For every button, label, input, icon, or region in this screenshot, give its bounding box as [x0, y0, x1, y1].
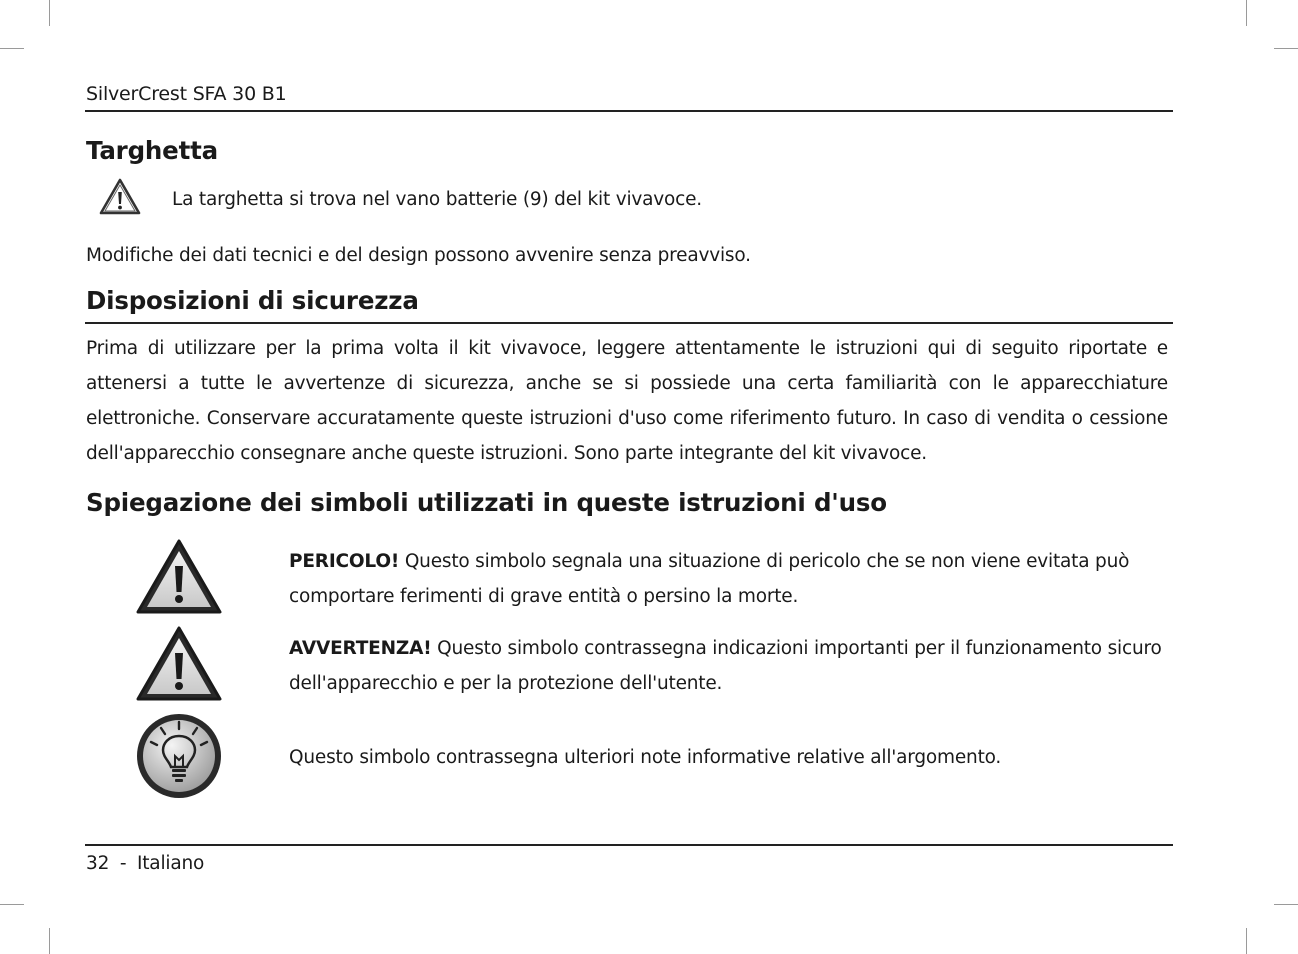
symbol-text-info: Questo simbolo contrassegna ulteriori note informative relative all'argomento.: [289, 747, 1002, 768]
section-title-sicurezza: Disposizioni di sicurezza: [86, 286, 419, 315]
symbol-label-pericolo: PERICOLO!: [289, 551, 400, 572]
footer: [86, 846, 204, 881]
warning-triangle-icon: [135, 625, 223, 703]
crop-mark: [1274, 904, 1298, 905]
crop-mark: [1246, 0, 1247, 26]
crop-mark: [0, 904, 24, 905]
symbol-label-avvertenza: AVVERTENZA!: [289, 638, 432, 659]
section-title-simboli: Spiegazione dei simboli utilizzati in queste istruzioni d'uso: [86, 488, 887, 517]
warning-triangle-icon: [99, 178, 141, 216]
lightbulb-info-icon: [135, 712, 223, 800]
crop-mark: [1274, 48, 1298, 49]
crop-mark: [49, 0, 50, 26]
symbol-item-avvertenza: [289, 631, 1169, 701]
danger-triangle-icon: [135, 538, 223, 616]
footer-rule: [85, 844, 1173, 846]
header-rule: [85, 110, 1173, 112]
section-rule: [85, 322, 1173, 324]
sicurezza-body: Prima di utilizzare per la prima volta il kit vivavoce, leggere attentamente le istruzioni qui di seguito riportate e attenersi a tutte le avvertenze di sicurezza, anche se si possiede una certa familiarità con le apparecchiature elettroniche. Conservare accuratamente queste istruzioni d'uso come riferimento futuro. In caso di vendita o cessione dell'apparecchio consegnare anche queste istruzioni. Sono parte integrante del kit vivavoce.: [86, 338, 1168, 464]
symbol-item-pericolo: [289, 544, 1169, 614]
crop-mark: [1246, 928, 1247, 954]
running-header: SilverCrest SFA 30 B1: [86, 83, 287, 105]
symbol-text-pericolo: Questo simbolo segnala una situazione di pericolo che se non viene evitata può comportare ferimenti di grave entità o persino la morte.: [289, 551, 1130, 607]
modifiche-note: Modifiche dei dati tecnici e del design possono avvenire senza preavviso.: [86, 245, 751, 266]
page-number: 32: [86, 853, 110, 874]
section-title-targhetta: Targhetta: [86, 136, 218, 165]
footer-separator: -: [119, 853, 127, 874]
symbol-item-info: [289, 740, 1169, 775]
symbol-text-avvertenza: Questo simbolo contrassegna indicazioni importanti per il funzionamento sicuro dell'apparecchio e per la protezione dell'utente.: [289, 638, 1162, 694]
crop-mark: [0, 48, 24, 49]
crop-mark: [49, 928, 50, 954]
targhetta-note: La targhetta si trova nel vano batterie (9) del kit vivavoce.: [172, 189, 702, 210]
footer-language: Italiano: [137, 853, 205, 874]
